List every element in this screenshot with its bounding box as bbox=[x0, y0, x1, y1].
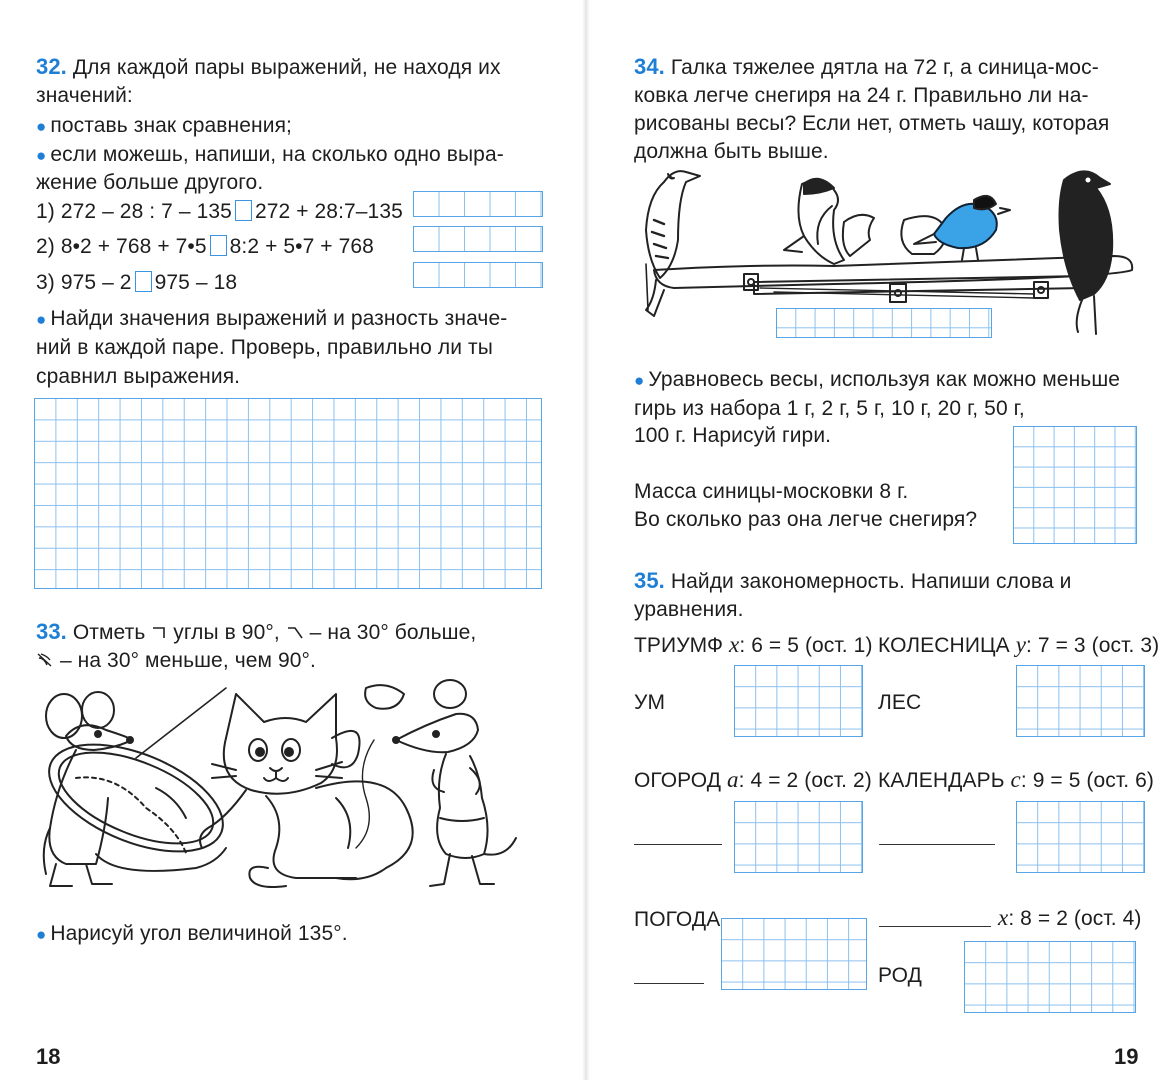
task-34-line4: должна быть выше. bbox=[634, 140, 829, 163]
row-index: 1) bbox=[36, 200, 55, 223]
task-34-text-line1: Галка тяжелее дятла на 72 г, а синица-мос- bbox=[670, 56, 1099, 79]
variable: c bbox=[1010, 767, 1021, 792]
kalendar-answer-grid[interactable] bbox=[1016, 801, 1145, 873]
task-32-bullet3 bbox=[36, 304, 507, 334]
triumf-equation bbox=[634, 630, 873, 660]
row-right-expression: 8:2 + 5•7 + 768 bbox=[229, 235, 374, 258]
equation-rest: : 7 = 3 (ост. 3) bbox=[1026, 634, 1160, 657]
weights-answer-grid[interactable] bbox=[1013, 426, 1137, 544]
equation-rest: : 6 = 5 (ост. 1) bbox=[739, 634, 873, 657]
row-right-expression: 975 – 18 bbox=[154, 271, 238, 294]
right-angle-mark-icon bbox=[151, 625, 167, 639]
acute-angle-mark-icon bbox=[36, 652, 54, 668]
blank-line-ogorod[interactable] bbox=[634, 844, 722, 845]
row-right-expression: 272 + 28:7–135 bbox=[254, 200, 403, 223]
row-index: 2) bbox=[36, 235, 55, 258]
equation-rest: : 9 = 5 (ост. 6) bbox=[1020, 769, 1155, 792]
comparison-box[interactable] bbox=[135, 271, 152, 292]
task-34-mass-line1: Масса синицы-московки 8 г. bbox=[634, 480, 909, 503]
kolesnica-equation bbox=[878, 630, 1159, 660]
task-33-line1 bbox=[36, 617, 476, 647]
task-33-bullet bbox=[36, 919, 348, 949]
ogorod-answer-grid[interactable] bbox=[734, 801, 863, 873]
blank-line-last-equation[interactable] bbox=[879, 926, 991, 927]
task-33-number: 33. bbox=[36, 619, 67, 644]
task-33-text-b: углы в 90°, bbox=[173, 621, 280, 644]
variable: x bbox=[998, 905, 1009, 930]
row-left-expression: 272 – 28 : 7 – 135 bbox=[60, 200, 232, 223]
bullet-icon: ● bbox=[36, 310, 47, 329]
task-32-bullet2 bbox=[36, 140, 504, 170]
bullet1-text: поставь знак сравнения; bbox=[50, 114, 292, 137]
word-triumf: ТРИУМФ bbox=[634, 634, 724, 657]
task-34-mass-line2: Во сколько раз она легче снегиря? bbox=[634, 508, 978, 531]
task-32-row-2 bbox=[36, 232, 374, 261]
ogorod-equation bbox=[634, 765, 872, 795]
word-rod: РОД bbox=[878, 964, 922, 987]
word-ogorod: ОГОРОД bbox=[634, 769, 722, 792]
pogoda-answer-grid[interactable] bbox=[721, 918, 867, 990]
answer-grid-row-3[interactable] bbox=[413, 262, 543, 288]
scale-answer-grid[interactable] bbox=[776, 308, 992, 338]
task-32-work-grid[interactable] bbox=[34, 398, 542, 589]
bullet2-text-line1: если можешь, напиши, на сколько одно выра- bbox=[50, 143, 504, 166]
variable: y bbox=[1015, 632, 1027, 657]
variable: a bbox=[727, 767, 739, 792]
task-33-text-c: – на 30° больше, bbox=[309, 621, 477, 644]
task-34-bullet bbox=[634, 365, 1120, 395]
task-32-intro bbox=[36, 52, 501, 82]
task-33-bullet-text: Нарисуй угол величиной 135°. bbox=[50, 922, 348, 945]
variable: x bbox=[729, 632, 740, 657]
kalendar-equation bbox=[878, 765, 1154, 795]
blank-line-pogoda[interactable] bbox=[634, 983, 704, 984]
equation-rest: : 4 = 2 (ост. 2) bbox=[738, 769, 872, 792]
task-32-bullet1 bbox=[36, 111, 292, 141]
task-35-number: 35. bbox=[634, 568, 665, 593]
task-35-intro-line2: уравнения. bbox=[634, 598, 744, 621]
mouse-ear bbox=[46, 694, 82, 738]
page-number-right: 19 bbox=[1114, 1044, 1139, 1069]
task-33-text-line2: – на 30° меньше, чем 90°. bbox=[59, 649, 316, 672]
task-32-row-1 bbox=[36, 197, 403, 226]
task-32-intro-line1: Для каждой пары выражений, не находя их bbox=[72, 56, 501, 79]
mouse-ear bbox=[82, 692, 114, 728]
word-les: ЛЕС bbox=[878, 691, 922, 714]
page-number-left: 18 bbox=[36, 1044, 61, 1069]
blank-line-kalendar[interactable] bbox=[879, 844, 995, 845]
task-32-number: 32. bbox=[36, 54, 67, 79]
comparison-box[interactable] bbox=[235, 200, 252, 221]
task-34-line2: ковка легче снегиря на 24 г. Правильно ли на- bbox=[634, 84, 1089, 107]
page-19 bbox=[586, 0, 1172, 1080]
rod-answer-grid[interactable] bbox=[964, 941, 1136, 1013]
um-answer-grid[interactable] bbox=[734, 665, 863, 737]
bullet3-text-line1: Найди значения выражений и разность значе- bbox=[50, 307, 508, 330]
bullet-icon: ● bbox=[36, 117, 47, 136]
row-left-expression: 8•2 + 768 + 7•5 bbox=[60, 235, 207, 258]
bullet-icon: ● bbox=[634, 371, 645, 390]
equation-rest: : 8 = 2 (ост. 4) bbox=[1008, 907, 1142, 930]
task-33-line2 bbox=[36, 646, 316, 675]
les-answer-grid[interactable] bbox=[1016, 665, 1145, 737]
answer-grid-row-2[interactable] bbox=[413, 226, 543, 252]
task-34-number: 34. bbox=[634, 54, 665, 79]
task-32-bullet2-line2: жение больше другого. bbox=[36, 171, 264, 194]
task-32-intro-line2: значений: bbox=[36, 84, 133, 107]
task-34-line3: рисованы весы? Если нет, отметь чашу, которая bbox=[634, 112, 1110, 135]
task-34-bullet-text-line1: Уравновесь весы, используя как можно меньше bbox=[648, 368, 1121, 391]
task-35-intro bbox=[634, 566, 1072, 596]
word-um: УМ bbox=[634, 691, 666, 714]
answer-grid-row-1[interactable] bbox=[413, 191, 543, 217]
obtuse-angle-mark-icon bbox=[286, 625, 304, 639]
task-34-bullet-line3: 100 г. Нарисуй гири. bbox=[634, 424, 832, 447]
word-pogoda: ПОГОДА bbox=[634, 908, 721, 931]
word-kalendar: КАЛЕНДАРЬ bbox=[878, 769, 1005, 792]
comparison-box[interactable] bbox=[210, 235, 227, 256]
bullet-icon: ● bbox=[36, 146, 47, 165]
task-34-line1 bbox=[634, 52, 1099, 82]
task-34-bullet-line2: гирь из набора 1 г, 2 г, 5 г, 10 г, 20 г, 50 г, bbox=[634, 397, 1025, 420]
task-32-bullet3-line3: сравнил выражения. bbox=[36, 365, 241, 388]
task-32-bullet3-line2: ний в каждой паре. Проверь, правильно ли ты bbox=[36, 336, 493, 359]
word-kolesnica: КОЛЕСНИЦА bbox=[878, 634, 1010, 657]
cat-and-mice-illustration bbox=[36, 678, 536, 898]
task-33-text-a: Отметь bbox=[72, 621, 146, 644]
task-32-row-3 bbox=[36, 268, 237, 297]
last-equation bbox=[998, 903, 1142, 933]
row-index: 3) bbox=[36, 271, 55, 294]
row-left-expression: 975 – 2 bbox=[60, 271, 132, 294]
task-35-intro-line1: Найди закономерность. Напиши слова и bbox=[670, 570, 1072, 593]
bullet-icon: ● bbox=[36, 925, 47, 944]
